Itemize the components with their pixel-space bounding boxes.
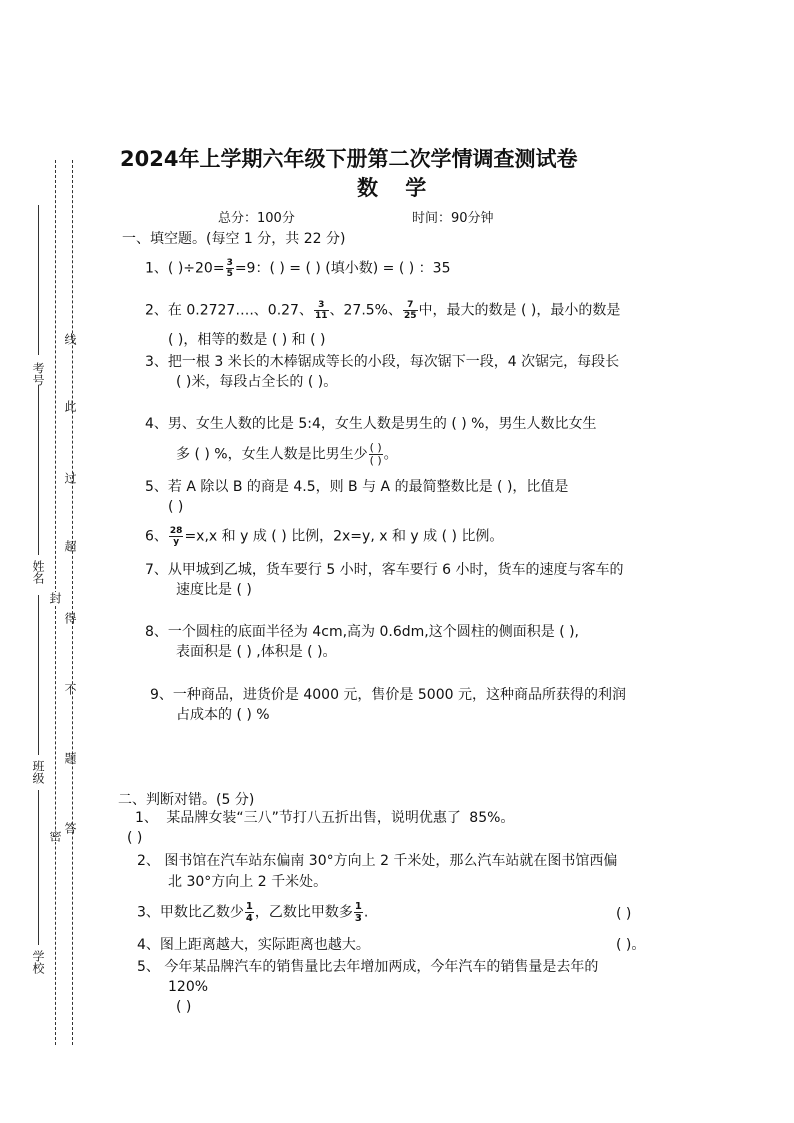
question-1-4-line2: 多 ( ) %，女生人数是比男生少 $\frac{( )}{( )}$ 。 (176, 441, 398, 467)
judge-4-answer: ( )。 (616, 937, 646, 953)
question-1-6: 6、 $\frac{28}{y}$ =x,x 和 y 成 ( ) 比例，2x=y, x 和 y 成 ( ) 比例。 (145, 526, 504, 547)
judge-1-line2: ( ) (127, 830, 143, 846)
field-label-school: 学校 (31, 950, 45, 974)
seal-char-da: 答 (63, 822, 77, 834)
q4-fraction-blank: $\frac{( )}{( )}$ (369, 441, 382, 467)
exam-title: 2024年上学期六年级下册第二次学情调查测试卷 (120, 147, 578, 171)
seal-char-feng: 封 (48, 592, 62, 604)
field-label-kaohao: 考号 (31, 362, 45, 386)
field-line-name (38, 385, 39, 555)
q1-text-a: 1、( )÷20= (145, 260, 225, 277)
question-1-3-line2: ( )米，每段占全长的 ( )。 (176, 374, 338, 390)
question-1-2-line2: ( )，相等的数是 ( ) 和 ( ) (168, 332, 326, 348)
exam-time: 时间：90分钟 (412, 211, 494, 226)
field-label-class: 班级 (31, 760, 45, 784)
judge-3: 3、甲数比乙数少 $\frac{1}{4}$ ，乙数比甲数多 $\frac{1}{3}$ . (137, 901, 369, 924)
judge-5: 5、 今年某品牌汽车的销售量比去年增加两成，今年汽车的销售量是去年的 (137, 959, 599, 975)
subject-title: 数 学 (357, 176, 437, 200)
total-score: 总分：100分 (218, 211, 295, 226)
judge-3-fraction-1: $\frac{1}{4}$ (245, 901, 253, 924)
question-1-4: 4、男、女生人数的比是 5:4，女生人数是男生的 ( ) %，男生人数比女生 (145, 416, 597, 432)
judge-3-answer: ( ) (616, 906, 632, 922)
q1-fraction: $\frac{3}{5}$ (226, 258, 233, 279)
judge-5-line2: 120% (168, 979, 209, 995)
judge-1: 1、 某品牌女装“三八”节打八五折出售，说明优惠了 85%。 (135, 810, 515, 826)
question-1-7-line2: 速度比是 ( ) (176, 582, 252, 598)
seal-char-mi: 密 (48, 830, 62, 842)
field-label-name: 姓名 (31, 560, 45, 584)
q6-fraction: $\frac{28}{y}$ (169, 526, 183, 547)
seal-char-guo: 过 (63, 472, 77, 484)
judge-5-answer: ( ) (176, 999, 192, 1015)
question-1-2: 2、在 0.2727….、0.27、 $\frac{3}{11}$ 、27.5%、 $\frac{7}{25}$ 中，最大的数是 ( )，最小的数是 (145, 300, 621, 321)
question-1-3: 3、把一根 3 米长的木棒锯成等长的小段，每次锯下一段，4 次锯完，每段长 (145, 354, 620, 370)
judge-4: 4、图上距离越大，实际距离也越大。 (137, 937, 370, 953)
seal-char-ci: 此 (63, 400, 77, 412)
question-1-9-line2: 占成本的 ( ) % (176, 707, 270, 723)
section1-heading: 一、填空题。(每空 1 分，共 22 分) (122, 231, 346, 247)
judge-3-fraction-2: $\frac{1}{3}$ (354, 901, 362, 924)
binding-line-inner (72, 160, 73, 1045)
seal-char-xian: 线 (63, 333, 77, 345)
judge-2-line2: 北 30°方向上 2 千米处。 (168, 874, 328, 890)
section2-heading: 二、判断对错。(5 分) (118, 792, 255, 808)
seal-char-bu: 不 (63, 683, 77, 695)
question-1-1 (145, 258, 451, 279)
q2-fraction-1: $\frac{3}{11}$ (314, 300, 328, 321)
seal-char-chao: 超 (63, 540, 77, 552)
question-1-7: 7、从甲城到乙城，货车要行 5 小时，客车要行 6 小时，货车的速度与客车的 (145, 562, 624, 578)
question-1-8-line2: 表面积是 ( ) ,体积是 ( )。 (176, 644, 337, 660)
seal-char-ti: 题 (63, 752, 77, 764)
question-1-5: 5、若 A 除以 B 的商是 4.5，则 B 与 A 的最简整数比是 ( )，比值是 (145, 479, 569, 495)
question-1-5-line2: ( ) (168, 499, 184, 515)
q1-text-b: =9：( ) = ( ) (填小数) = ( ) ：35 (234, 260, 451, 277)
judge-2: 2、 图书馆在汽车站东偏南 30°方向上 2 千米处，那么汽车站就在图书馆西偏 (137, 853, 618, 869)
field-line-kaohao (38, 205, 39, 355)
seal-char-de: 得 (63, 612, 77, 624)
question-1-8: 8、一个圆柱的底面半径为 4cm,高为 0.6dm,这个圆柱的侧面积是 ( ), (145, 624, 580, 640)
question-1-9: 9、一种商品，进货价是 4000 元，售价是 5000 元，这种商品所获得的利润 (150, 687, 626, 703)
field-line-school (38, 790, 39, 945)
q2-fraction-2: $\frac{7}{25}$ (403, 300, 417, 321)
field-line-class (38, 595, 39, 755)
